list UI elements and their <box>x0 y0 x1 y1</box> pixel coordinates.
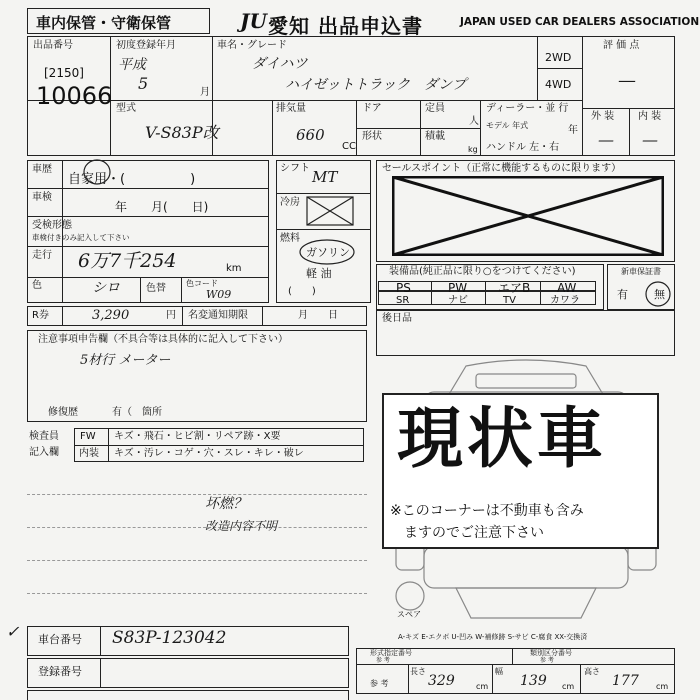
damage-legend: A-キズ E-エクボ U-凹み W-補修跡 S-サビ C-腐食 XX-交換済 <box>398 633 588 641</box>
warranty-no-circle <box>644 280 672 308</box>
shift-label: シフト <box>280 163 310 174</box>
first-reg-era: 平成 <box>118 57 146 73</box>
length-value: 329 <box>428 673 455 689</box>
inspection-label: 車検 <box>32 192 52 203</box>
drive-4wd: 4WD <box>545 78 572 91</box>
equip-tile: カワラ <box>550 295 580 306</box>
name-change-label: 名変通知期限 <box>188 310 248 321</box>
equip-airbag: エアB <box>498 281 531 295</box>
equip-tv: TV <box>503 295 516 306</box>
mileage-value: 6万7千254 <box>78 250 177 272</box>
class-no-label: 類別区分番号 <box>530 649 572 657</box>
top-grid <box>27 36 675 156</box>
mileage-label: 走行 <box>32 250 52 261</box>
after-items-box <box>376 310 675 356</box>
lot-label: 出品番号 <box>33 40 73 51</box>
warranty-no: 無 <box>654 288 665 301</box>
fuel-label: 燃料 <box>280 233 300 244</box>
stamp-note-line1: ※このコーナーは不動車も含み <box>390 503 584 519</box>
consign-label: 受検形態 <box>32 220 72 231</box>
dim-ref-label: 参 考 <box>370 679 389 688</box>
car-maker: ダイハツ <box>252 56 308 72</box>
stamp-note-line2: ますのでご注意下さい <box>404 525 544 541</box>
displacement-label: 排気量 <box>276 103 306 114</box>
interior-value: — <box>642 130 658 149</box>
height-label: 高さ <box>584 667 600 676</box>
mileage-unit: km <box>226 263 242 274</box>
fuel-circle <box>298 238 356 266</box>
inspector-note-1: 坏燃？ <box>205 496 247 512</box>
lot-bracket: [2150] <box>44 66 84 80</box>
length-label: 長さ <box>410 667 426 676</box>
model-year-label: モデル 年式 <box>486 121 529 130</box>
notes-value: 5材行 メーター <box>80 353 171 368</box>
width-value: 139 <box>520 673 547 689</box>
history-circle <box>82 158 112 186</box>
score-label: 評 価 点 <box>603 40 640 51</box>
height-unit: cm <box>656 682 669 691</box>
displacement-value: 660 <box>296 126 325 144</box>
inspector-int: 内装 <box>79 448 99 459</box>
width-label: 幅 <box>495 667 503 676</box>
r-ticket-label: R券 <box>32 310 49 321</box>
equip-navi: ナビ <box>448 295 468 306</box>
length-unit: cm <box>476 682 489 691</box>
fuel-gasoline: ガソリン <box>306 246 350 259</box>
class-ref-label: 参 考 <box>540 657 554 664</box>
equip-ps: PS <box>396 281 411 295</box>
repair-history-label: 修復歴 <box>48 407 78 418</box>
ac-label: 冷房 <box>280 197 300 208</box>
type-label: 型式 <box>116 103 136 114</box>
first-reg-year: 5 <box>138 74 149 93</box>
inspector-note-2: 改造内容不明 <box>205 519 278 533</box>
fuel-light-oil: 軽 油 <box>306 267 332 280</box>
exterior-value: — <box>598 130 614 149</box>
r-ticket-unit: 円 <box>166 310 176 321</box>
type-value: V-S83P改 <box>145 123 219 142</box>
ac-crossed-box <box>306 196 354 226</box>
color-label: 色 <box>32 280 42 291</box>
inspector-entry-label: 記入欄 <box>29 447 59 458</box>
inspector-fw-text: キズ・飛石・ヒビ割・リペア跡・X要 <box>114 431 281 442</box>
color-code-value: W09 <box>206 288 232 301</box>
sales-point-crossed <box>392 176 664 256</box>
history-label: 車歴 <box>32 164 52 175</box>
drive-2wd: 2WD <box>545 51 572 64</box>
equip-pw: PW <box>448 281 468 295</box>
equipment-label: 装備品(純正品に限り○をつけてください) <box>389 266 576 277</box>
form-no-label: 形式指定番号 <box>370 649 412 657</box>
registration-label: 登録番号 <box>38 665 82 678</box>
car-name-label: 車名・グレード <box>217 40 287 51</box>
warranty-label: 新車保証書 <box>621 267 661 276</box>
color-value: シロ <box>92 280 120 296</box>
fuel-paren: ( ) <box>288 286 316 297</box>
shift-value: MT <box>312 168 338 186</box>
shape-label: 形状 <box>362 131 382 142</box>
lot-number: 10066 <box>36 82 113 110</box>
car-model: ハイゼットトラック ダンプ <box>285 77 467 93</box>
chassis-value: S83P-123042 <box>112 628 227 648</box>
color-change-label: 色替 <box>146 283 166 294</box>
current-state-title: 現状車 <box>397 400 607 477</box>
inspector-label: 検査員 <box>29 431 59 442</box>
chassis-label: 車台番号 <box>38 633 82 646</box>
score-value: — <box>618 70 636 91</box>
storage-label: 車内保管・守衛保管 <box>36 14 172 32</box>
sales-point-label: セールスポイント（正常に機能するものに限ります） <box>382 163 622 174</box>
capacity-unit: 人 <box>469 116 479 127</box>
equip-sr: SR <box>396 295 410 306</box>
door-label: ドア <box>362 103 382 114</box>
first-reg-label: 初度登録年月 <box>116 40 176 51</box>
association-label: JAPAN USED CAR DEALERS ASSOCIATION <box>460 16 700 28</box>
first-reg-month-unit: 月 <box>200 87 210 98</box>
name-change-value: 月 日 <box>298 310 338 321</box>
inspection-value: 年 月( 日) <box>115 200 209 214</box>
equip-aw: AW <box>557 281 577 295</box>
form-ref-label: 参 考 <box>376 657 390 664</box>
capacity-label: 定員 <box>425 103 445 114</box>
history-value: 自家用・( ) <box>68 172 196 187</box>
load-unit: kg <box>468 145 478 154</box>
displacement-unit: CC <box>342 141 356 152</box>
interior-label: 内 装 <box>638 111 662 122</box>
form-title: 愛知 出品申込書 <box>268 14 423 38</box>
width-unit: cm <box>562 682 575 691</box>
ju-logo: JU <box>240 9 267 33</box>
r-ticket-value: 3,290 <box>92 308 130 323</box>
warranty-yes: 有 <box>617 288 628 301</box>
height-value: 177 <box>612 673 639 689</box>
exterior-label: 外 装 <box>591 111 615 122</box>
spare-label: スペア <box>397 610 421 619</box>
after-items-label: 後日品 <box>382 313 412 324</box>
inspector-int-text: キズ・汚レ・コゲ・穴・スレ・キレ・破レ <box>114 448 304 459</box>
repair-history-value: 有（ 箇所 <box>112 407 162 418</box>
check-mark: ✓ <box>6 622 20 641</box>
color-code-label: 色コード <box>186 279 218 288</box>
handle-label: ハンドル 左・右 <box>486 142 560 153</box>
notes-label: 注意事項申告欄（不具合等は具体的に記入して下さい） <box>38 334 288 345</box>
consign-note: 車検付きのみ記入して下さい <box>32 233 130 242</box>
year-unit: 年 <box>568 125 578 136</box>
dealer-label: ディーラー・並 行 <box>486 103 569 114</box>
inspector-fw: FW <box>80 431 96 442</box>
load-label: 積載 <box>425 131 445 142</box>
